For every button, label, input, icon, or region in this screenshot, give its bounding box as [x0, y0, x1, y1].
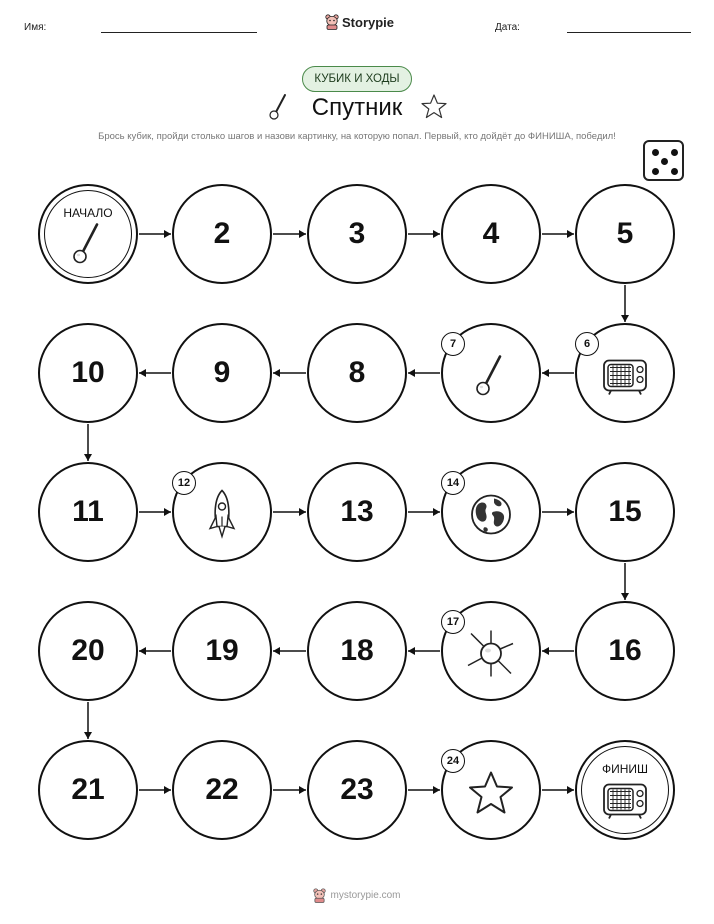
path-arrow: [536, 367, 580, 379]
path-arrow: [267, 367, 312, 379]
satellite-icon: [465, 627, 517, 684]
name-label: Имя:: [24, 22, 47, 33]
cell-number: 8: [348, 356, 366, 389]
cell-number: 2: [213, 217, 231, 250]
path-arrow: [133, 367, 177, 379]
board-cell-2: [172, 184, 272, 284]
board-cell-16: [575, 601, 675, 701]
page-title: Спутник: [311, 94, 403, 121]
cell-number: 19: [205, 634, 239, 667]
game-type-badge: КУБИК И ХОДЫ: [302, 66, 412, 92]
cell-number: 16: [608, 634, 642, 667]
path-arrow: [402, 228, 446, 240]
path-arrow: [402, 506, 446, 518]
instructions: Брось кубик, пройди столько шагов и назови картинку, на которую попал. Первый, кто дойдёт до ФИНИША, победил!: [98, 131, 616, 142]
cell-number: 10: [71, 356, 105, 389]
board-cell-12: [172, 462, 272, 562]
cell-number-badge: 17: [441, 610, 465, 634]
path-arrow: [536, 784, 580, 796]
path-arrow: [82, 418, 94, 467]
path-arrow: [536, 506, 580, 518]
board-cell-7: [441, 323, 541, 423]
path-arrow: [82, 696, 94, 745]
star-icon: [467, 769, 515, 820]
board-cell-4: [441, 184, 541, 284]
path-arrow: [402, 645, 446, 657]
board-cell-17: [441, 601, 541, 701]
board-cell-23: [307, 740, 407, 840]
board-cell-11: [38, 462, 138, 562]
board-cell-8: [307, 323, 407, 423]
path-arrow: [133, 784, 177, 796]
bear-logo-icon: [313, 888, 326, 903]
board-cell-18: [307, 601, 407, 701]
board-cell-19: [172, 601, 272, 701]
cell-number-badge: 12: [172, 471, 196, 495]
cell-number: 22: [205, 773, 239, 806]
path-arrow: [267, 645, 312, 657]
footer-url: mystorypie.com: [330, 890, 401, 901]
finish-cell: [575, 740, 675, 840]
path-arrow: [536, 228, 580, 240]
path-arrow: [619, 279, 631, 328]
path-arrow: [133, 645, 177, 657]
board-cell-24: [441, 740, 541, 840]
spoon-icon: [474, 353, 508, 402]
board-cell-14: [441, 462, 541, 562]
board-cell-21: [38, 740, 138, 840]
board-cell-15: [575, 462, 675, 562]
cell-number-badge: 7: [441, 332, 465, 356]
cell-number: 13: [340, 495, 374, 528]
board-cell-20: [38, 601, 138, 701]
path-arrow: [267, 228, 312, 240]
cell-number-badge: 14: [441, 471, 465, 495]
tv-icon: [602, 779, 648, 824]
cell-number: 18: [340, 634, 374, 667]
path-arrow: [133, 228, 177, 240]
cell-number: 20: [71, 634, 105, 667]
cell-number: 9: [213, 356, 231, 389]
finish-label: ФИНИШ: [601, 762, 649, 776]
board-cell-5: [575, 184, 675, 284]
board-cell-9: [172, 323, 272, 423]
spoon-icon: [71, 221, 105, 270]
cell-number: 15: [608, 495, 642, 528]
cell-number-badge: 6: [575, 332, 599, 356]
board-cell-3: [307, 184, 407, 284]
path-arrow: [267, 506, 312, 518]
board-cell-6: [575, 323, 675, 423]
earth-icon: [469, 492, 513, 541]
board-cell-22: [172, 740, 272, 840]
cell-number: 21: [71, 773, 105, 806]
path-arrow: [536, 645, 580, 657]
path-arrow: [267, 784, 312, 796]
rocket-icon: [208, 488, 236, 545]
cell-number-badge: 24: [441, 749, 465, 773]
path-arrow: [402, 784, 446, 796]
start-cell: [38, 184, 138, 284]
cell-number: 4: [482, 217, 500, 250]
board-cell-13: [307, 462, 407, 562]
tv-icon: [602, 355, 648, 400]
cell-number: 3: [348, 217, 366, 250]
path-arrow: [133, 506, 177, 518]
start-label: НАЧАЛО: [63, 206, 113, 220]
cell-number: 5: [616, 217, 634, 250]
cell-number: 23: [340, 773, 374, 806]
path-arrow: [619, 557, 631, 606]
path-arrow: [402, 367, 446, 379]
board-cell-10: [38, 323, 138, 423]
date-label: Дата:: [495, 22, 520, 33]
brand-name: Storypie: [342, 14, 395, 30]
footer: [0, 888, 714, 903]
cell-number: 11: [72, 495, 104, 528]
